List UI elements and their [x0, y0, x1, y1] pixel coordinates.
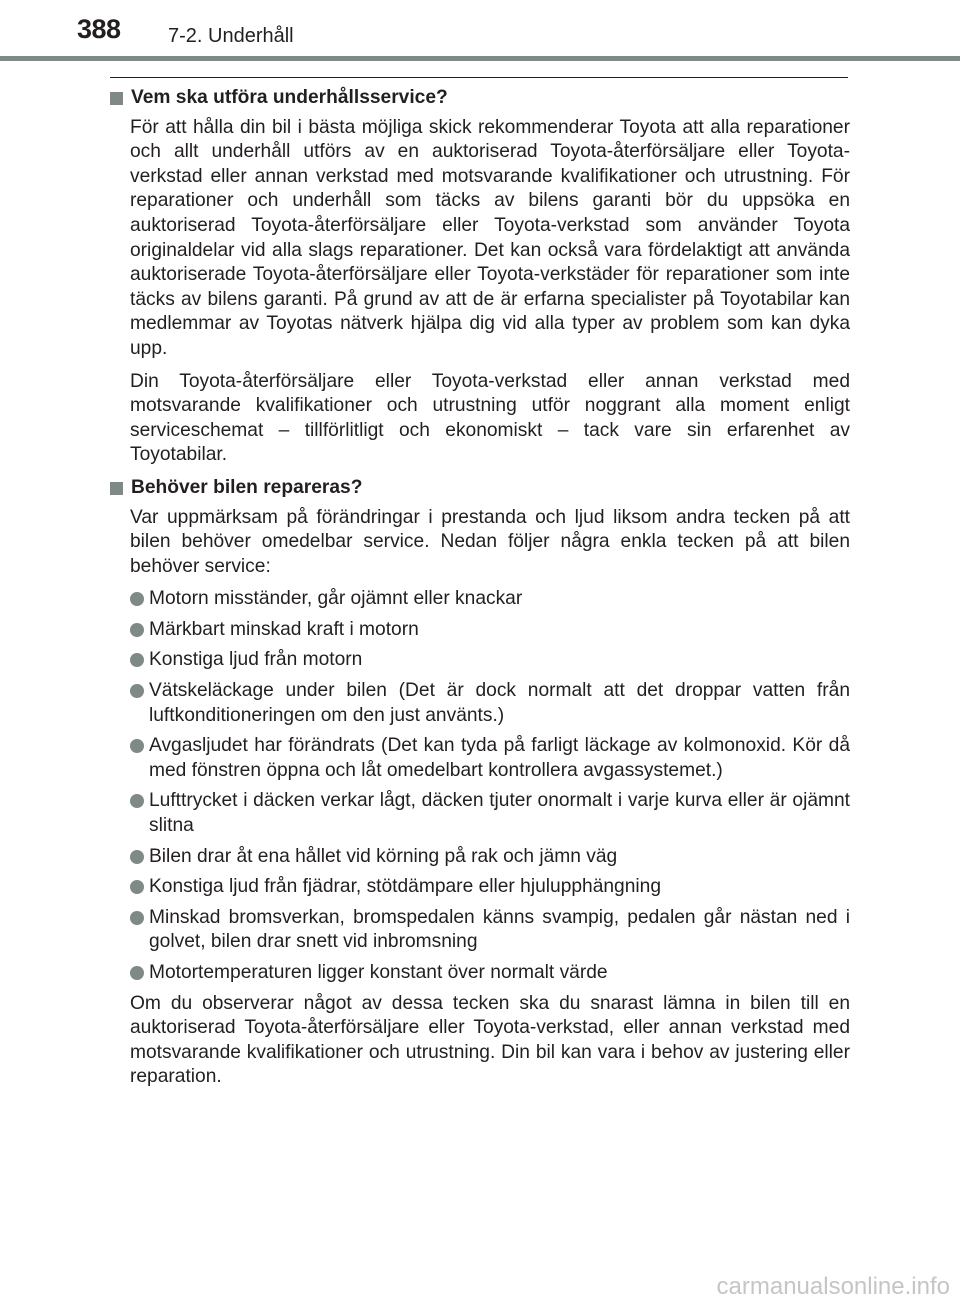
circle-bullet-icon — [130, 880, 144, 894]
list-item: Konstiga ljud från motorn — [130, 648, 850, 673]
square-bullet-icon — [110, 482, 123, 495]
section-heading-repair — [110, 476, 850, 501]
closing-paragraph: Om du observerar något av dessa tecken ska du snarast lämna in bilen till en auktoriserad Toyota-återförsäljare eller Toyota-verkstad, eller annan verkstad med motsvarande kvalifikationer och utrustning. Din bil kan vara i behov av justering eller reparation. — [130, 992, 850, 1088]
paragraph: För att hålla din bil i bästa möjliga skick rekommenderar Toyota att alla reparationer och allt underhåll utförs av en auktoriserad Toyota-återförsäljare eller Toyota-verkstad eller annan verkstad med motsvarande kvalifikationer och utrustning. För reparationer och underhåll som täcks av bilens garanti bör du uppsöka en auktoriserad Toyota-återförsäljare eller Toyota-verkstad som använder Toyota originaldelar vid alla slags reparationer. Det kan också vara fördelaktigt att använda auktoriserade Toyota-återförsäljare eller Toyota-verkstäder för reparationer som inte täcks av bilens garanti. På grund av att de är erfarna specialister på Toyotabilar kan medlemmar av Toyotas nätverk hjälpa dig vid alla typer av problem som kan dyka upp. — [130, 116, 850, 359]
circle-bullet-icon — [130, 794, 144, 808]
symptom-list — [110, 587, 850, 985]
list-item: Lufttrycket i däcken verkar lågt, däcken tjuter onormalt i varje kurva eller är ojämnt slitna — [130, 789, 850, 838]
page-content — [110, 86, 850, 1098]
circle-bullet-icon — [130, 966, 144, 980]
list-item: Märkbart minskad kraft i motorn — [130, 618, 850, 643]
list-item: Motorn misständer, går ojämnt eller knackar — [130, 587, 850, 612]
heading-text: Vem ska utföra underhållsservice? — [131, 87, 448, 108]
page-number: 388 — [77, 14, 121, 44]
list-item: Avgasljudet har förändrats (Det kan tyda på farligt läckage av kolmonoxid. Kör då med fönstren öppna och låt omedelbart kontrollera avgassystemet.) — [130, 734, 850, 783]
list-item: Vätskeläckage under bilen (Det är dock normalt att det droppar vatten från luftkonditioneringen om den just använts.) — [130, 679, 850, 728]
list-item: Motortemperaturen ligger konstant över normalt värde — [130, 961, 850, 986]
square-bullet-icon — [110, 92, 123, 105]
circle-bullet-icon — [130, 739, 144, 753]
watermark: carmanualsonline.info — [716, 1273, 950, 1300]
paragraph: Din Toyota-återförsäljare eller Toyota-verkstad eller annan verkstad med motsvarande kvalifikationer och utrustning utför noggrant alla moment enligt serviceschemat – tillförlitligt och ekonomiskt – tack vare sin erfarenhet av Toyotabilar. — [130, 370, 850, 466]
header-bar — [0, 56, 960, 61]
heading-text: Behöver bilen repareras? — [131, 476, 363, 498]
section-title: 7-2. Underhåll — [168, 25, 294, 47]
circle-bullet-icon — [130, 653, 144, 667]
circle-bullet-icon — [130, 592, 144, 606]
list-item: Konstiga ljud från fjädrar, stötdämpare eller hjulupphängning — [130, 875, 850, 900]
list-item: Bilen drar åt ena hållet vid körning på rak och jämn väg — [130, 845, 850, 870]
circle-bullet-icon — [130, 623, 144, 637]
top-rule — [110, 77, 848, 78]
list-item: Minskad bromsverkan, bromspedalen känns svampig, pedalen går nästan ned i golvet, bilen drar snett vid inbromsning — [130, 906, 850, 955]
circle-bullet-icon — [130, 850, 144, 864]
section-heading-service — [110, 86, 850, 111]
circle-bullet-icon — [130, 684, 144, 698]
page-header — [0, 0, 960, 60]
circle-bullet-icon — [130, 911, 144, 925]
paragraph: Var uppmärksam på förändringar i prestanda och ljud liksom andra tecken på att bilen behöver omedelbar service. Nedan följer några enkla tecken på att bilen behöver service: — [130, 506, 850, 577]
